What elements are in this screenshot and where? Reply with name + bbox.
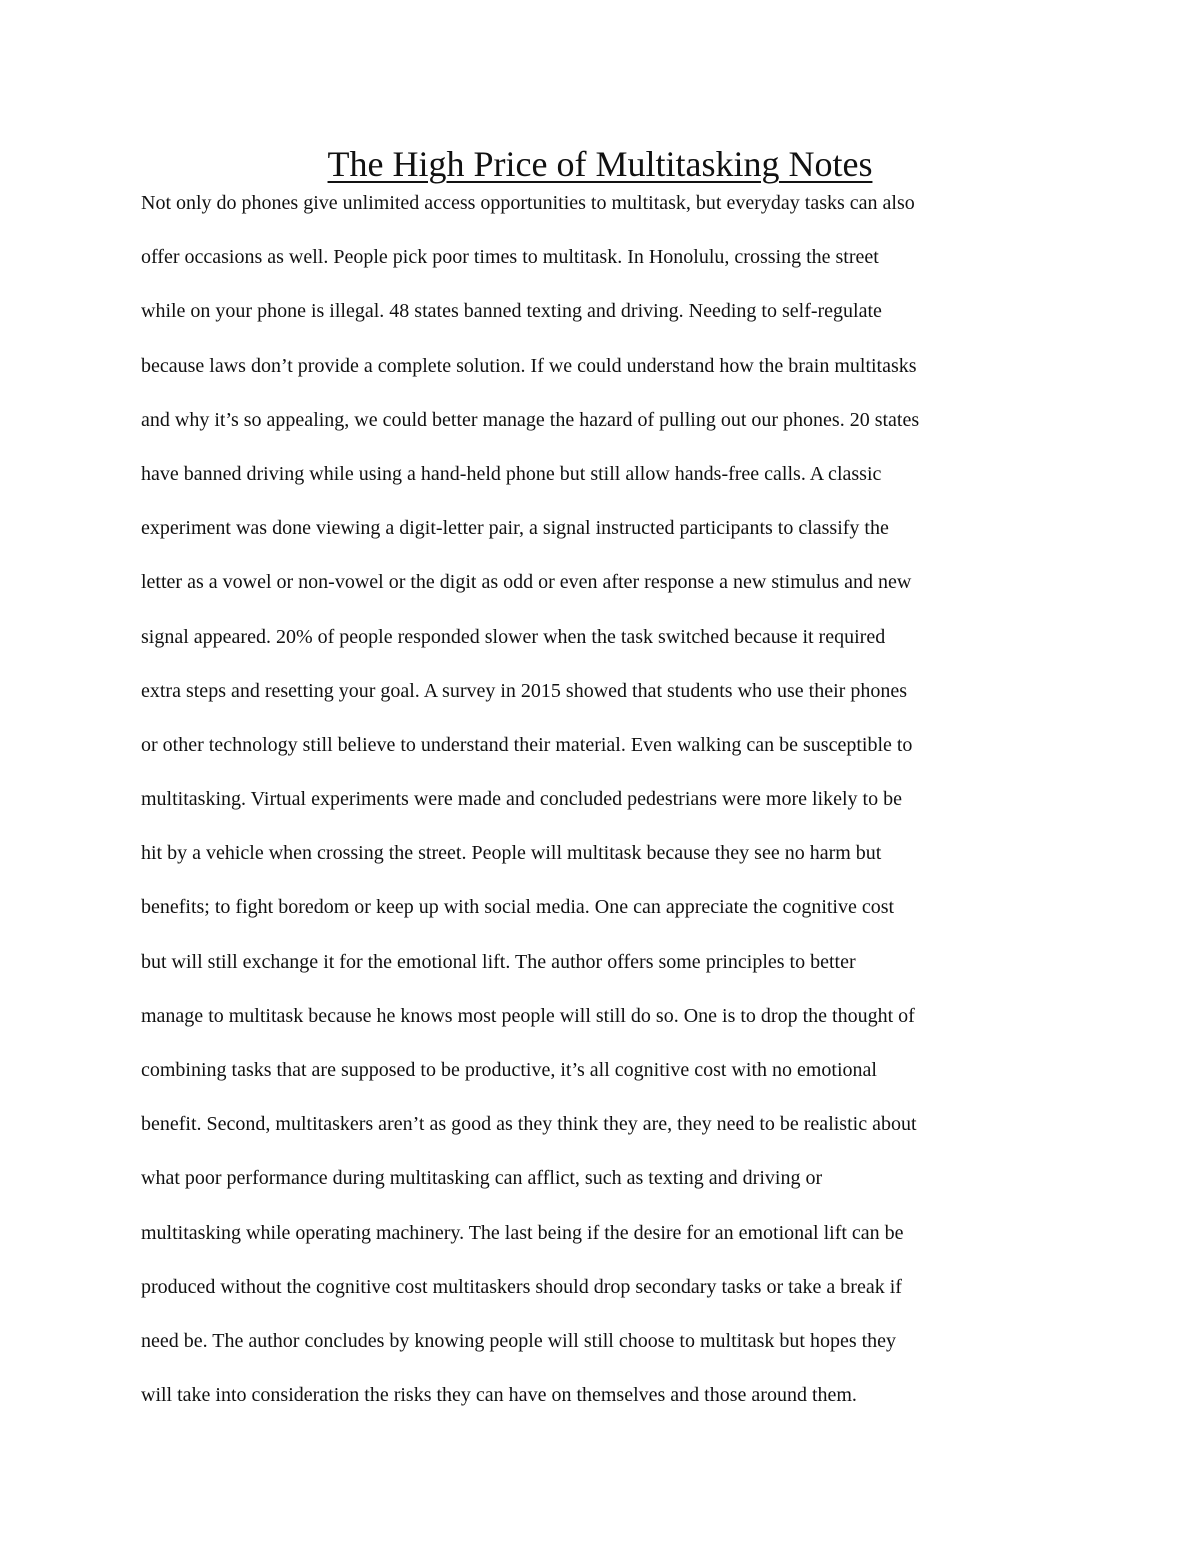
- text-line: multitasking while operating machinery. The last being if the desire for an emotional lift can be: [141, 1221, 904, 1244]
- text-line: combining tasks that are supposed to be productive, it’s all cognitive cost with no emotional: [141, 1059, 877, 1081]
- text-line: and why it’s so appealing, we could better manage the hazard of pulling out our phones. 20 states: [141, 408, 920, 431]
- text-line: multitasking. Virtual experiments were made and concluded pedestrians were more likely to be: [141, 788, 902, 811]
- text-line: manage to multitask because he knows most people will still do so. One is to drop the thought of: [141, 1004, 915, 1027]
- text-line: will take into consideration the risks they can have on themselves and those around them.: [141, 1384, 857, 1407]
- body-text: [141, 181, 1081, 1427]
- text-line: letter as a vowel or non-vowel or the digit as odd or even after response a new stimulus and new: [141, 571, 912, 594]
- text-line: benefit. Second, multitaskers aren’t as good as they think they are, they need to be realistic about: [141, 1113, 917, 1136]
- text-line: experiment was done viewing a digit-letter pair, a signal instructed participants to classify the: [141, 517, 889, 540]
- text-line: benefits; to fight boredom or keep up with social media. One can appreciate the cognitive cost: [141, 896, 895, 919]
- text-line: signal appeared. 20% of people responded slower when the task switched because it required: [141, 625, 886, 648]
- text-line: Not only do phones give unlimited access opportunities to multitask, but everyday tasks can also: [141, 192, 915, 214]
- text-line: while on your phone is illegal. 48 states banned texting and driving. Needing to self-regulate: [141, 300, 882, 323]
- text-line: have banned driving while using a hand-held phone but still allow hands-free calls. A classic: [141, 462, 882, 485]
- text-line: but will still exchange it for the emotional lift. The author offers some principles to better: [141, 950, 856, 973]
- document-title: The High Price of Multitasking Notes: [327, 144, 873, 184]
- text-line: need be. The author concludes by knowing people will still choose to multitask but hopes they: [141, 1329, 897, 1352]
- text-line: hit by a vehicle when crossing the street. People will multitask because they see no harm but: [141, 842, 882, 865]
- text-line: offer occasions as well. People pick poor times to multitask. In Honolulu, crossing the street: [141, 246, 879, 269]
- text-line: extra steps and resetting your goal. A survey in 2015 showed that students who use their phones: [141, 679, 907, 702]
- text-line: what poor performance during multitasking can afflict, such as texting and driving or: [141, 1167, 823, 1190]
- text-line: or other technology still believe to understand their material. Even walking can be susceptible to: [141, 733, 913, 756]
- text-line: because laws don’t provide a complete solution. If we could understand how the brain multitasks: [141, 354, 917, 377]
- text-line: produced without the cognitive cost multitaskers should drop secondary tasks or take a break if: [141, 1275, 902, 1298]
